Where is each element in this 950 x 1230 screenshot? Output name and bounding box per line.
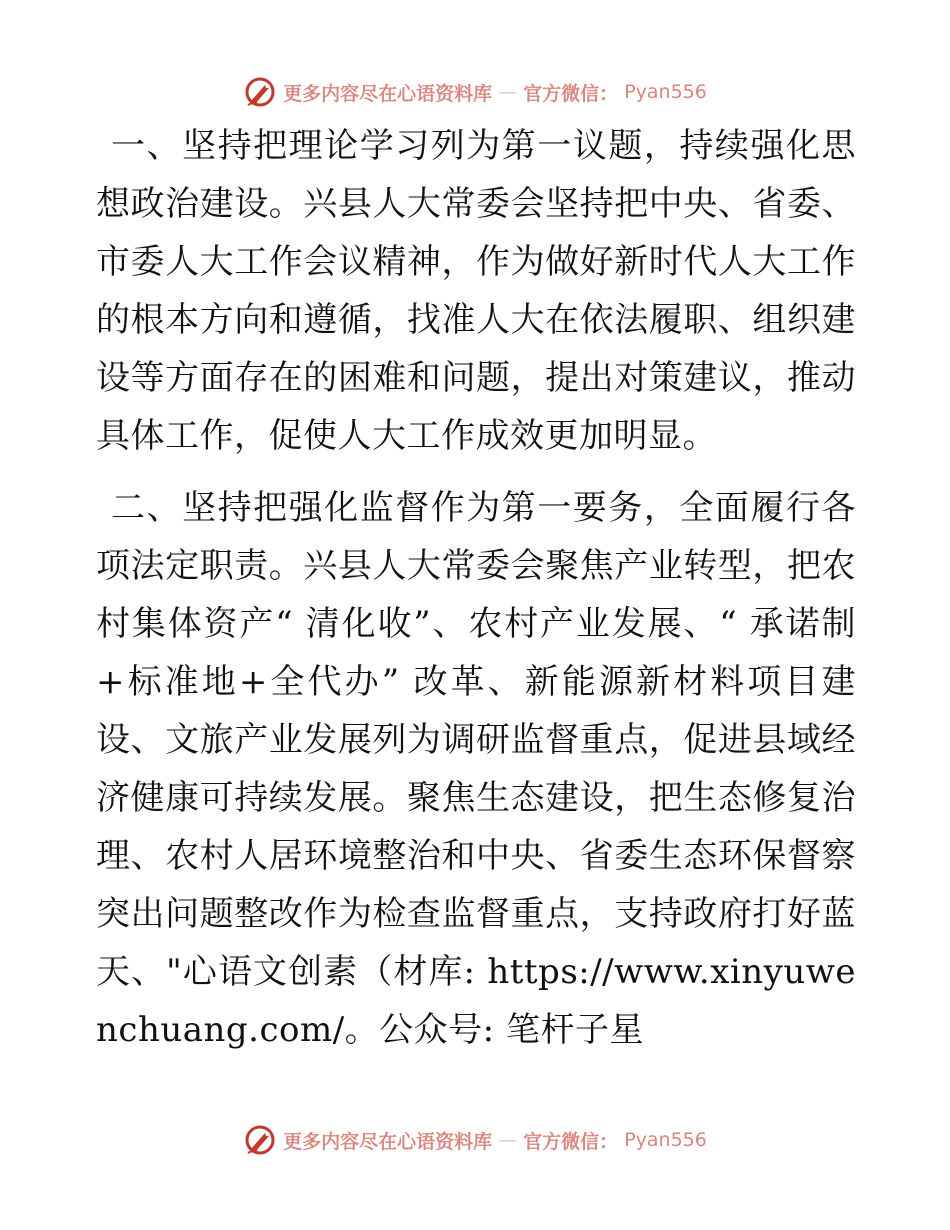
header-wechat-id: Pyan556 (624, 81, 707, 103)
header-banner-inner (243, 75, 707, 109)
paragraph-1 (96, 117, 856, 465)
paragraph-2-text: 二、坚持把强化监督作为第一要务，全面履行各项法定职责。兴县人大常委会聚焦产业转型，把农村集体资产“ 清化收”、农村产业发展、“ 承诺制+标准地+全代办” 改革、新能源新材料项目建设、文旅产业发展列为调研监督重点，促进县域经济健康可持续发展。聚焦生态建设，把生态修复治理、农村人居环境整治和中央、省委生态环保督察突出问题整改作为检查监督重点，支持政府打好蓝天、"心语文创素（材库: https://www.xinyuwenchuang.com/。公众号: 笔杆子星 (96, 488, 856, 1050)
header-separator: — (498, 81, 518, 103)
paragraph-2 (96, 479, 856, 1059)
document-body (96, 117, 856, 1059)
pen-circle-logo-icon (243, 1123, 277, 1157)
footer-banner (0, 1120, 950, 1160)
footer-wechat-label: 官方微信： (523, 1130, 619, 1153)
footer-brand-text: 更多内容尽在心语资料库 (283, 1130, 493, 1153)
footer-separator: — (498, 1129, 518, 1151)
header-brand-text: 更多内容尽在心语资料库 (283, 82, 493, 105)
header-wechat-label: 官方微信： (523, 82, 619, 105)
header-banner (0, 72, 950, 112)
footer-wechat-id: Pyan556 (624, 1129, 707, 1151)
pen-circle-logo-icon (243, 75, 277, 109)
paragraph-1-text: 一、坚持把理论学习列为第一议题，持续强化思想政治建设。兴县人大常委会坚持把中央、省委、市委人大工作会议精神，作为做好新时代人大工作的根本方向和遵循，找准人大在依法履职、组织建设等方面存在的困难和问题，提出对策建议，推动具体工作，促使人大工作成效更加明显。 (96, 126, 856, 456)
footer-banner-inner (243, 1123, 707, 1157)
